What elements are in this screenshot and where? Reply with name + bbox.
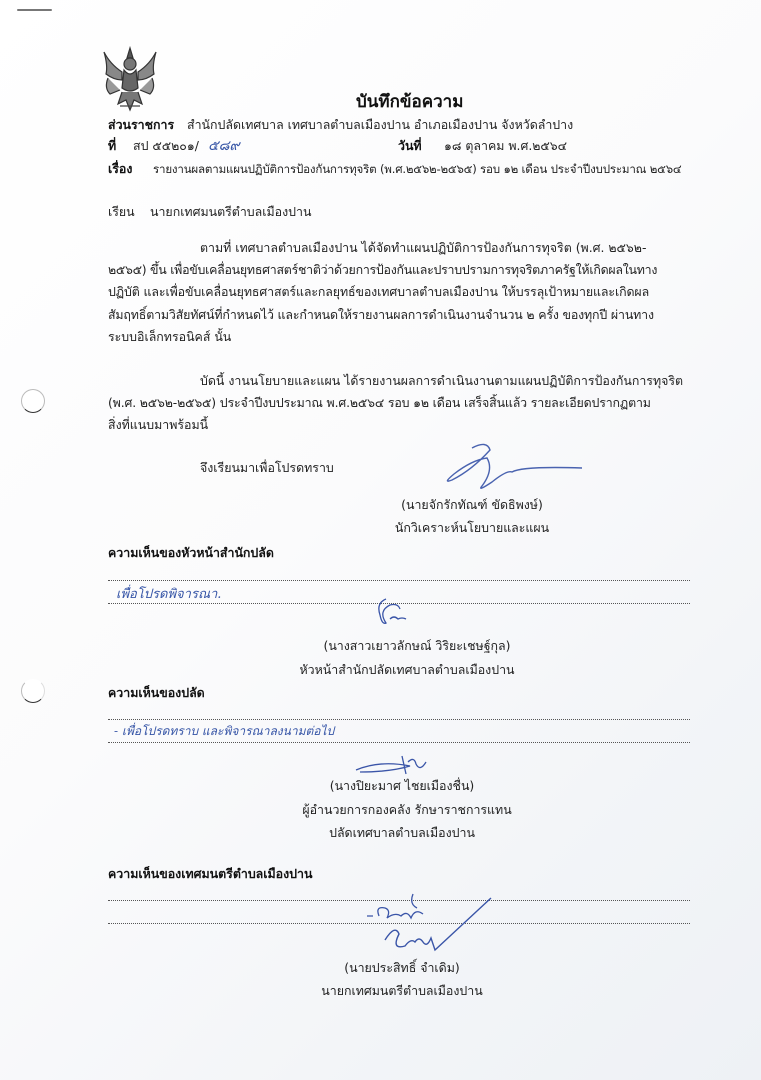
opinion1-signer-position: หัวหน้าสำนักปลัดเทศบาลตำบลเมืองปาน: [299, 662, 515, 677]
signature-1: [432, 440, 592, 500]
ref-value: สป ๕๕๒๐๑/: [133, 138, 199, 153]
opinion2-signer-name: (นางปิยะมาศ ไชยเมืองชื่น): [329, 778, 475, 793]
opinion3-signer-position: นายกเทศมนตรีตำบลเมืองปาน: [321, 983, 483, 998]
paragraph1-line1: ตามที่ เทศบาลตำบลเมืองปาน ได้จัดทำแผนปฏิบัติการป้องกันการทุจริต (พ.ศ. ๒๕๖๒-: [200, 240, 647, 255]
punch-hole-bottom: [21, 679, 45, 703]
opinion2-heading: ความเห็นของปลัด: [108, 685, 205, 700]
memo-title: บันทึกข้อความ: [356, 92, 464, 112]
punch-hole-top: [21, 389, 45, 413]
opinion1-handwritten-comment: เพื่อโปรดพิจารณา.: [116, 587, 222, 602]
paragraph1-line5: ระบบอิเล็กทรอนิคส์ นั้น: [108, 329, 232, 344]
ref-label: ที่: [108, 138, 117, 153]
opinion2-signer-position-line1: ผู้อำนวยการกองคลัง รักษาราชการแทน: [302, 802, 512, 817]
opinion2-signer-position-line2: ปลัดเทศบาลตำบลเมืองปาน: [329, 825, 475, 840]
signatory1-name: (นายจักรักทัณฑ์ ขัดธิพงษ์): [401, 497, 543, 512]
garuda-emblem-icon: [100, 44, 160, 116]
opinion2-dotted-line-1: [108, 719, 690, 720]
paragraph2-line1: บัดนี้ งานนโยบายและแผน ได้รายงานผลการดำเนินงานตามแผนปฏิบัติการป้องกันการทุจริต: [200, 373, 684, 388]
closing-text: จึงเรียนมาเพื่อโปรดทราบ: [200, 460, 334, 475]
to-label: เรียน: [108, 204, 135, 219]
date-value: ๑๘ ตุลาคม พ.ศ.๒๕๖๔: [444, 138, 568, 153]
opinion1-signer-name: (นางสาวเยาวลักษณ์ วิริยะเชษฐ์กุล): [323, 638, 511, 653]
opinion3-heading: ความเห็นของเทศมนตรีตำบลเมืองปาน: [108, 866, 313, 881]
date-label: วันที่: [398, 138, 422, 153]
signature-2: [372, 595, 422, 631]
department-label: ส่วนราชการ: [108, 117, 175, 132]
department-value: สำนักปลัดเทศบาล เทศบาลตำบลเมืองปาน อำเภอเมืองปาน จังหวัดลำปาง: [187, 117, 574, 132]
paragraph2-line3: สิ่งที่แนบมาพร้อมนี้: [108, 417, 209, 432]
paragraph1-line2: ๒๕๖๕) ขึ้น เพื่อขับเคลื่อนยุทธศาสตร์ชาติว่าด้วยการป้องกันและปราบปรามการทุจริตภาครัฐให้เกิดผลในทาง: [108, 262, 658, 277]
paragraph2-line2: (พ.ศ. ๒๕๖๒-๒๕๖๕) ประจำปีงบประมาณ พ.ศ.๒๕๖๔ รอบ ๑๒ เดือน เสร็จสิ้นแล้ว รายละเอียดปรากฏตาม: [108, 395, 651, 410]
paragraph1-line4: สัมฤทธิ์ตามวิสัยทัศน์ที่กำหนดไว้ และกำหนดให้รายงานผลการดำเนินงานจำนวน ๒ ครั้ง ของทุกปี ผ่านทาง: [108, 307, 654, 322]
opinion2-handwritten-comment: - เพื่อโปรดทราบ และพิจารณาลงนามต่อไป: [114, 724, 335, 738]
ref-handwritten-number: ๕๘๙: [208, 138, 240, 154]
opinion2-dotted-line-2: [108, 742, 690, 743]
opinion3-signer-name: (นายประสิทธิ์ จำเดิม): [344, 960, 460, 975]
opinion1-dotted-line-1: [108, 580, 690, 581]
subject-label: เรื่อง: [108, 161, 133, 176]
to-value: นายกเทศมนตรีตำบลเมืองปาน: [150, 204, 312, 219]
signatory1-position: นักวิเคราะห์นโยบายและแผน: [394, 520, 550, 535]
opinion1-heading: ความเห็นของหัวหน้าสำนักปลัด: [108, 545, 274, 560]
scan-mark: [17, 9, 52, 11]
paragraph1-line3: ปฏิบัติ และเพื่อขับเคลื่อนยุทธศาสตร์และกลยุทธ์ของเทศบาลตำบลเมืองปาน ให้บรรลุเป้าหมายและเกิดผล: [108, 284, 650, 299]
subject-value: รายงานผลตามแผนปฏิบัติการป้องกันการทุจริต (พ.ศ.๒๕๖๒-๒๕๖๕) รอบ ๑๒ เดือน ประจำปีงบประมาณ ๒๕๖๔: [153, 162, 682, 176]
